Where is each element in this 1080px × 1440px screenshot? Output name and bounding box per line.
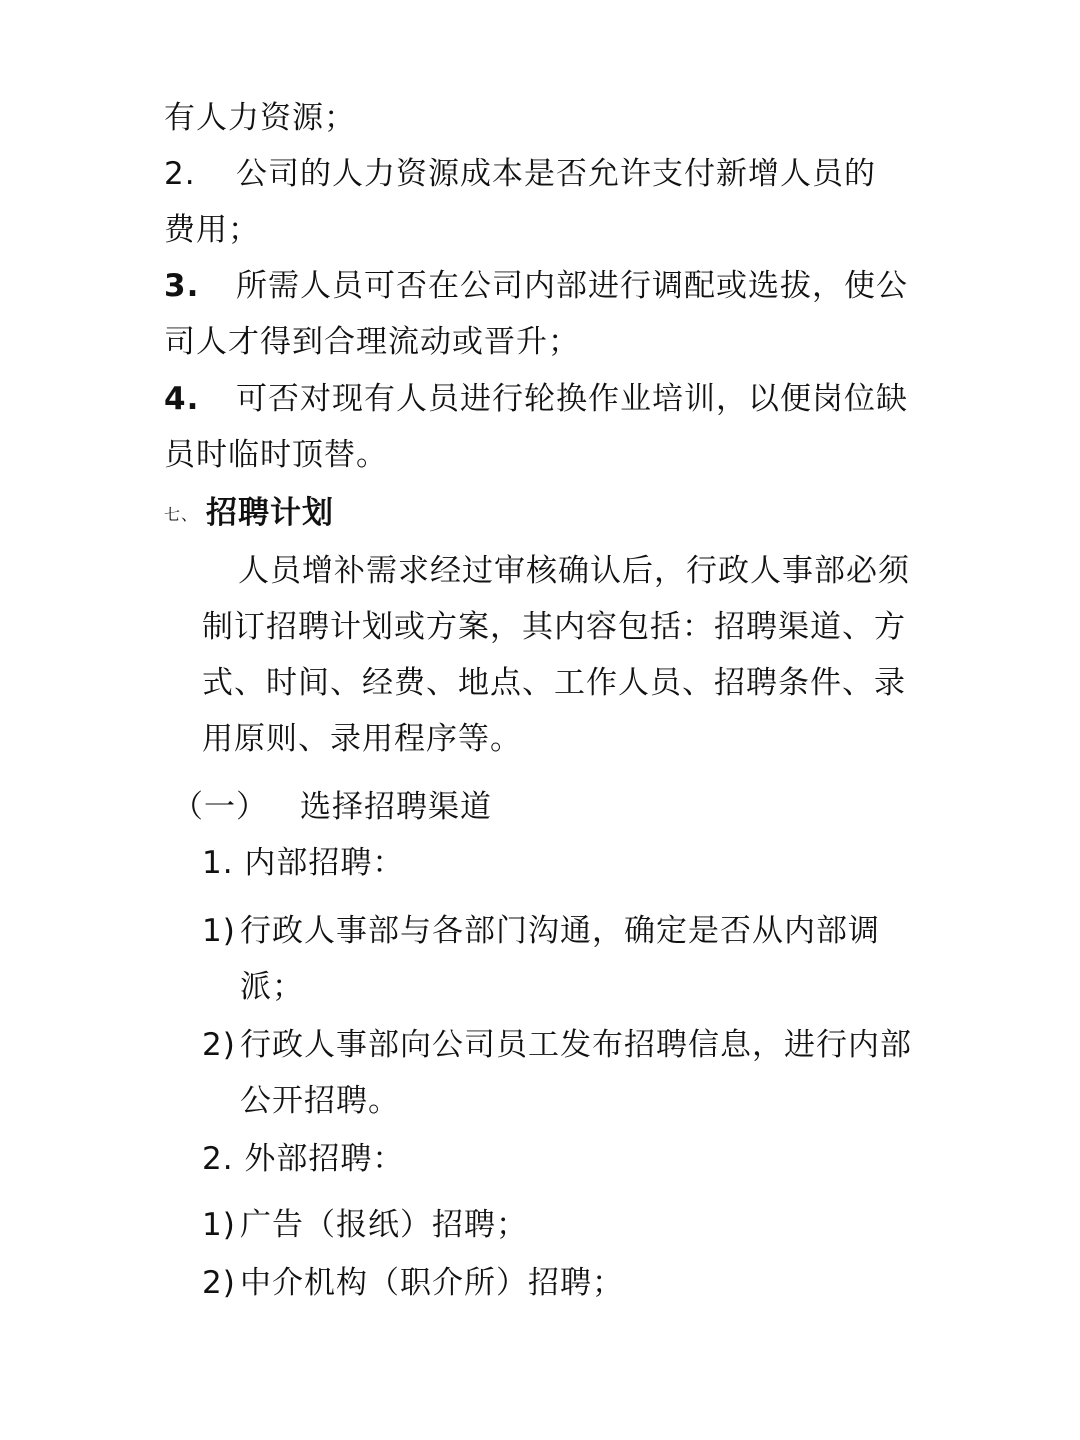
item-number: 2) xyxy=(202,1027,236,1063)
item-text: 公开招聘。 xyxy=(240,1083,400,1119)
item-text: 派； xyxy=(240,969,304,1005)
item-text: 行政人事部与各部门沟通，确定是否从内部调 xyxy=(240,913,880,949)
item-number: 1) xyxy=(202,1207,236,1243)
list-item xyxy=(202,1205,528,1245)
line-text: 员时临时顶替。 xyxy=(164,437,388,473)
list-item xyxy=(202,911,880,951)
list-heading xyxy=(202,843,404,883)
text-line xyxy=(164,98,356,138)
item-number: 2) xyxy=(202,1265,236,1301)
paragraph-line xyxy=(202,607,906,647)
subsection-number: （一） xyxy=(172,789,268,825)
item-text: 公司的人力资源成本是否允许支付新增人员的 xyxy=(236,156,876,192)
paragraph-text: 人员增补需求经过审核确认后，行政人事部必须 xyxy=(238,553,910,589)
paragraph-line xyxy=(238,551,910,591)
list-item xyxy=(164,154,876,194)
item-text: 行政人事部向公司员工发布招聘信息，进行内部 xyxy=(240,1027,912,1063)
list-item xyxy=(164,266,908,306)
item-text: 广告（报纸）招聘； xyxy=(240,1207,528,1243)
text-line xyxy=(164,435,388,475)
subsection-title: 选择招聘渠道 xyxy=(300,789,492,825)
paragraph-text: 用原则、录用程序等。 xyxy=(202,721,522,757)
list-item-continuation xyxy=(240,967,304,1007)
section-number: 七、 xyxy=(164,504,199,524)
item-number: 2. xyxy=(164,156,196,192)
line-text: 有人力资源； xyxy=(164,100,356,136)
list-item xyxy=(164,379,908,419)
item-text: 所需人员可否在公司内部进行调配或选拔，使公 xyxy=(236,268,908,304)
paragraph-line xyxy=(202,663,906,703)
paragraph-line xyxy=(202,719,522,759)
list-item-continuation xyxy=(240,1081,400,1121)
list-heading-text: 2. 外部招聘： xyxy=(202,1141,405,1177)
list-item xyxy=(202,1263,624,1303)
item-number: 1) xyxy=(202,913,236,949)
paragraph-text: 式、时间、经费、地点、工作人员、招聘条件、录 xyxy=(202,665,906,701)
section-heading xyxy=(164,493,334,535)
list-heading xyxy=(202,1139,404,1179)
item-number: 3. xyxy=(164,268,200,304)
paragraph-text: 制订招聘计划或方案，其内容包括：招聘渠道、方 xyxy=(202,609,906,645)
list-heading-text: 1. 内部招聘： xyxy=(202,845,405,881)
text-line xyxy=(164,210,260,250)
item-text: 可否对现有人员进行轮换作业培训，以便岗位缺 xyxy=(236,381,908,417)
line-text: 费用； xyxy=(164,212,260,248)
subsection-heading xyxy=(172,787,492,827)
item-number: 4. xyxy=(164,381,200,417)
text-line xyxy=(164,322,580,362)
section-title: 招聘计划 xyxy=(206,495,335,531)
line-text: 司人才得到合理流动或晋升； xyxy=(164,324,580,360)
list-item xyxy=(202,1025,912,1065)
item-text: 中介机构（职介所）招聘； xyxy=(240,1265,624,1301)
